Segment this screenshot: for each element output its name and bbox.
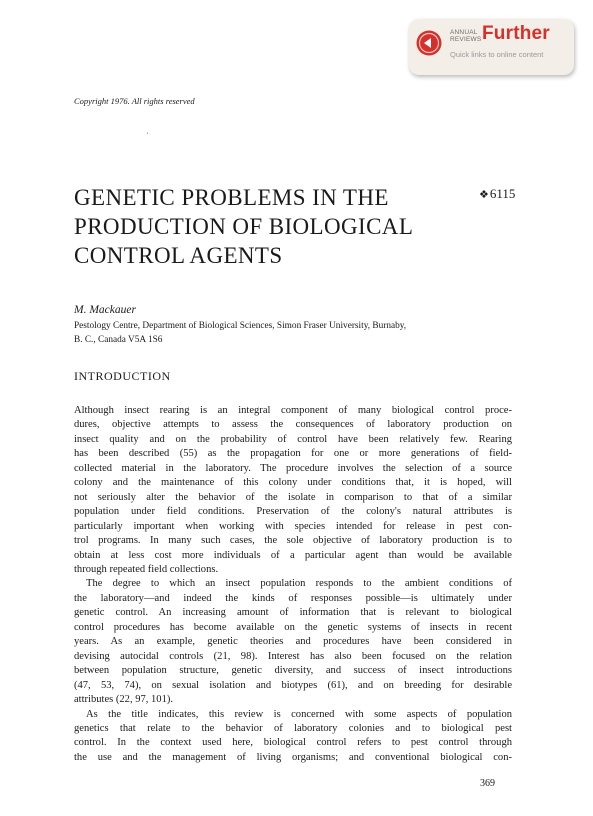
annual-reviews-logo-text: ANNUAL REVIEWS: [450, 29, 482, 43]
title-line: PRODUCTION OF BIOLOGICAL: [74, 214, 414, 239]
body-line: not seriously alter the behavior of the isolate in comparison to that of a similar: [74, 491, 512, 503]
article-title: [74, 183, 413, 270]
body-line: Although insect rearing is an integral component of many biological control proce-: [74, 405, 512, 416]
body-line: control. In the context used here, biological control refers to pest control through: [74, 737, 512, 749]
body-text: [74, 404, 512, 765]
body-line: the use and the management of living organisms; and conventional biological con-: [74, 751, 512, 763]
body-line: between population structure, genetic diversity, and success of insect introductions: [74, 665, 512, 677]
copyright-notice: Copyright 1976. All rights reserved: [74, 96, 195, 106]
body-line: devising autocidal controls (21, 98). Interest has also been focused on the relation: [74, 650, 512, 662]
body-line: As the title indicates, this review is concerned with some aspects of population: [86, 708, 512, 720]
article-number: [479, 186, 515, 202]
article-number-value: 6115: [489, 186, 516, 201]
title-line: GENETIC PROBLEMS IN THE: [74, 185, 389, 210]
circle-arrow-left-icon: [416, 30, 442, 56]
body-line: control procedures has become available on the genetic systems of insects in recent: [74, 621, 512, 633]
body-line: genetic control. An increasing amount of information that is relevant to biological: [74, 607, 512, 619]
body-line: through repeated field collections.: [74, 563, 219, 575]
diamond-ornament-icon: ❖: [479, 189, 489, 201]
body-line: the laboratory—and indeed the kinds of responses possible—is ultimately under: [74, 592, 512, 604]
body-line: genetics that relate to the behavior of laboratory colonies and to biological pest: [74, 722, 512, 734]
body-line: obtain at less cost more individuals of a particular agent than would be available: [74, 549, 512, 561]
body-line: attributes (22, 97, 101).: [74, 694, 174, 706]
body-line: The degree to which an insect population responds to the ambient conditions of: [86, 578, 512, 590]
affiliation-line: Pestology Centre, Department of Biological Sciences, Simon Fraser University, Burnaby,: [74, 321, 407, 331]
further-banner-link[interactable]: [409, 19, 574, 75]
body-line: insect quality and on the probability of control have been relatively few. Rearing: [74, 433, 512, 445]
stray-mark: ˌ: [146, 124, 149, 134]
affiliation-line: B. C., Canada V5A 1S6: [74, 334, 163, 345]
body-line: colony and the maintenance of this colony under conditions that, it is hoped, will: [74, 477, 512, 489]
body-line: particularly important when working with species intended for release in pest con-: [74, 520, 512, 532]
body-line: trol programs. In many such cases, the sole objective of laboratory production is to: [74, 535, 512, 547]
page-number: 369: [480, 778, 495, 789]
title-line: CONTROL AGENTS: [74, 243, 283, 268]
body-line: (47, 53, 74), on sexual isolation and biotypes (61), and on breeding for desirable: [74, 679, 512, 691]
body-line: collected material in the laboratory. The procedure involves the selection of a source: [74, 462, 512, 474]
further-label: Further: [482, 23, 550, 44]
body-line: population under field conditions. Preservation of the colony's natural attributes is: [74, 506, 512, 518]
further-tagline: Quick links to online content: [450, 50, 544, 59]
body-line: years. As an example, genetic theories and procedures have been considered in: [74, 636, 512, 648]
author-name: M. Mackauer: [74, 304, 136, 316]
section-heading: INTRODUCTION: [74, 369, 171, 383]
author-affiliation: [74, 320, 406, 347]
body-line: dures, objective attempts to assess the consequences of laboratory production on: [74, 419, 512, 431]
body-line: has been described (55) as the propagation for one or more generations of field-: [74, 448, 512, 460]
